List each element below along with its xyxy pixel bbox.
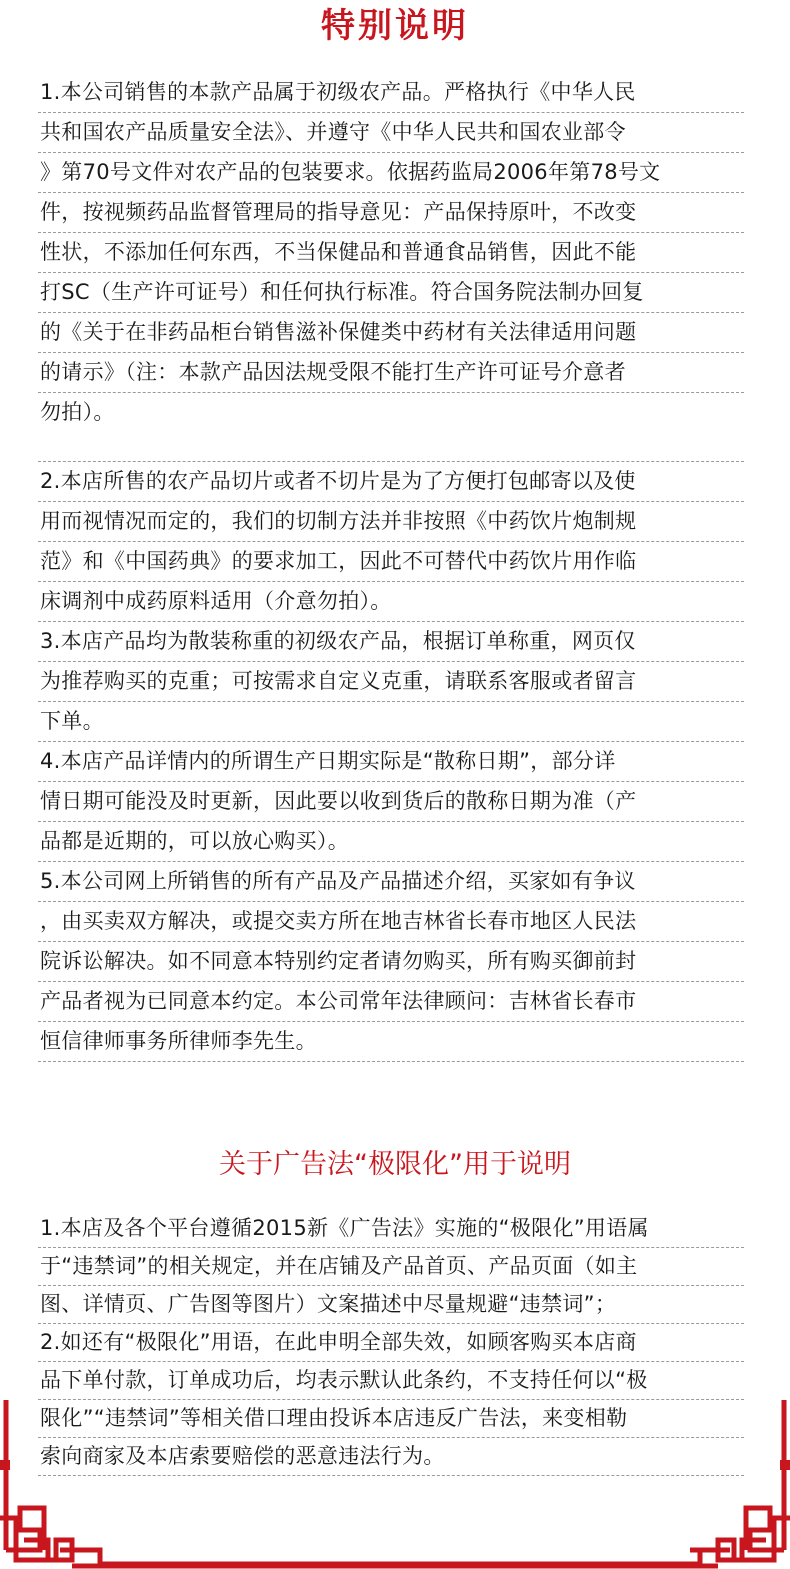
text-line: 4.本店产品详情内的所谓生产日期实际是“散称日期”，部分详 [38, 742, 744, 782]
text-line: 索向商家及本店索要赔偿的恶意违法行为。 [38, 1438, 744, 1476]
text-line: 共和国农产品质量安全法》、并遵守《中华人民共和国农业部令 [38, 113, 744, 153]
lattice-border-frame [0, 1400, 790, 1569]
note-paragraph-3 [38, 622, 744, 742]
text-line: 3.本店产品均为散装称重的初级农产品，根据订单称重，网页仅 [38, 622, 744, 662]
note-paragraph-1 [38, 73, 744, 433]
text-line: 1.本公司销售的本款产品属于初级农产品。严格执行《中华人民 [38, 73, 744, 113]
text-line: 2.本店所售的农产品切片或者不切片是为了方便打包邮寄以及使 [38, 462, 744, 502]
text-line: 件，按视频药品监督管理局的指导意见：产品保持原叶，不改变 [38, 193, 744, 233]
text-line: 限化”“违禁词”等相关借口理由投诉本店违反广告法，来变相勒 [38, 1400, 744, 1438]
text-line: 品下单付款，订单成功后，均表示默认此条约，不支持任何以“极 [38, 1362, 744, 1400]
special-notes-block [38, 73, 744, 1062]
text-line: 2.如还有“极限化”用语，在此申明全部失效，如顾客购买本店商 [38, 1324, 744, 1362]
text-line: 1.本店及各个平台遵循2015新《广告法》实施的“极限化”用语属 [38, 1210, 744, 1248]
text-line: 品都是近期的，可以放心购买）。 [38, 822, 744, 862]
text-line: 的《关于在非药品柜台销售滋补保健类中药材有关法律适用问题 [38, 313, 744, 353]
section-subtitle: 关于广告法“极限化”用于说明 [219, 1149, 571, 1180]
text-line: 情日期可能没及时更新，因此要以收到货后的散称日期为准（产 [38, 782, 744, 822]
text-line: 》第70号文件对农产品的包装要求。依据药监局2006年第78号文 [38, 153, 744, 193]
ad-paragraph-1 [38, 1210, 744, 1324]
text-line: 性状，不添加任何东西，不当保健品和普通食品销售，因此不能 [38, 233, 744, 273]
note-paragraph-2 [38, 462, 744, 622]
text-line: 床调剂中成药原料适用（介意勿拍）。 [38, 582, 744, 622]
note-paragraph-4 [38, 742, 744, 862]
text-line: 勿拍）。 [40, 400, 115, 424]
text-line: 5.本公司网上所销售的所有产品及产品描述介绍，买家如有争议 [38, 862, 744, 902]
text-line: 用而视情况而定的，我们的切制方法并非按照《中药饮片炮制规 [38, 502, 744, 542]
text-line: 打SC（生产许可证号）和任何执行标准。符合国务院法制办回复 [38, 273, 744, 313]
note-paragraph-5 [38, 862, 744, 1062]
text-line: 产品者视为已同意本约定。本公司常年法律顾问：吉林省长春市 [38, 982, 744, 1022]
text-line: ，由买卖双方解决，或提交卖方所在地吉林省长春市地区人民法 [38, 902, 744, 942]
text-line: 图、详情页、广告图等图片）文案描述中尽量规避“违禁词”； [38, 1286, 744, 1324]
text-line: 于“违禁词”的相关规定，并在店铺及产品首页、产品页面（如主 [38, 1248, 744, 1286]
page-title: 特别说明 [321, 6, 469, 46]
text-line: 下单。 [38, 702, 744, 742]
text-line: 的请示》（注：本款产品因法规受限不能打生产许可证号介意者 [38, 353, 744, 393]
text-line: 范》和《中国药典》的要求加工，因此不可替代中药饮片用作临 [38, 542, 744, 582]
text-line: 院诉讼解决。如不同意本特别约定者请勿购买，所有购买御前封 [38, 942, 744, 982]
paragraph-divider [38, 433, 744, 462]
text-line: 为推荐购买的克重；可按需求自定义克重，请联系客服或者留言 [38, 662, 744, 702]
text-line: 恒信律师事务所律师李先生。 [38, 1022, 744, 1062]
